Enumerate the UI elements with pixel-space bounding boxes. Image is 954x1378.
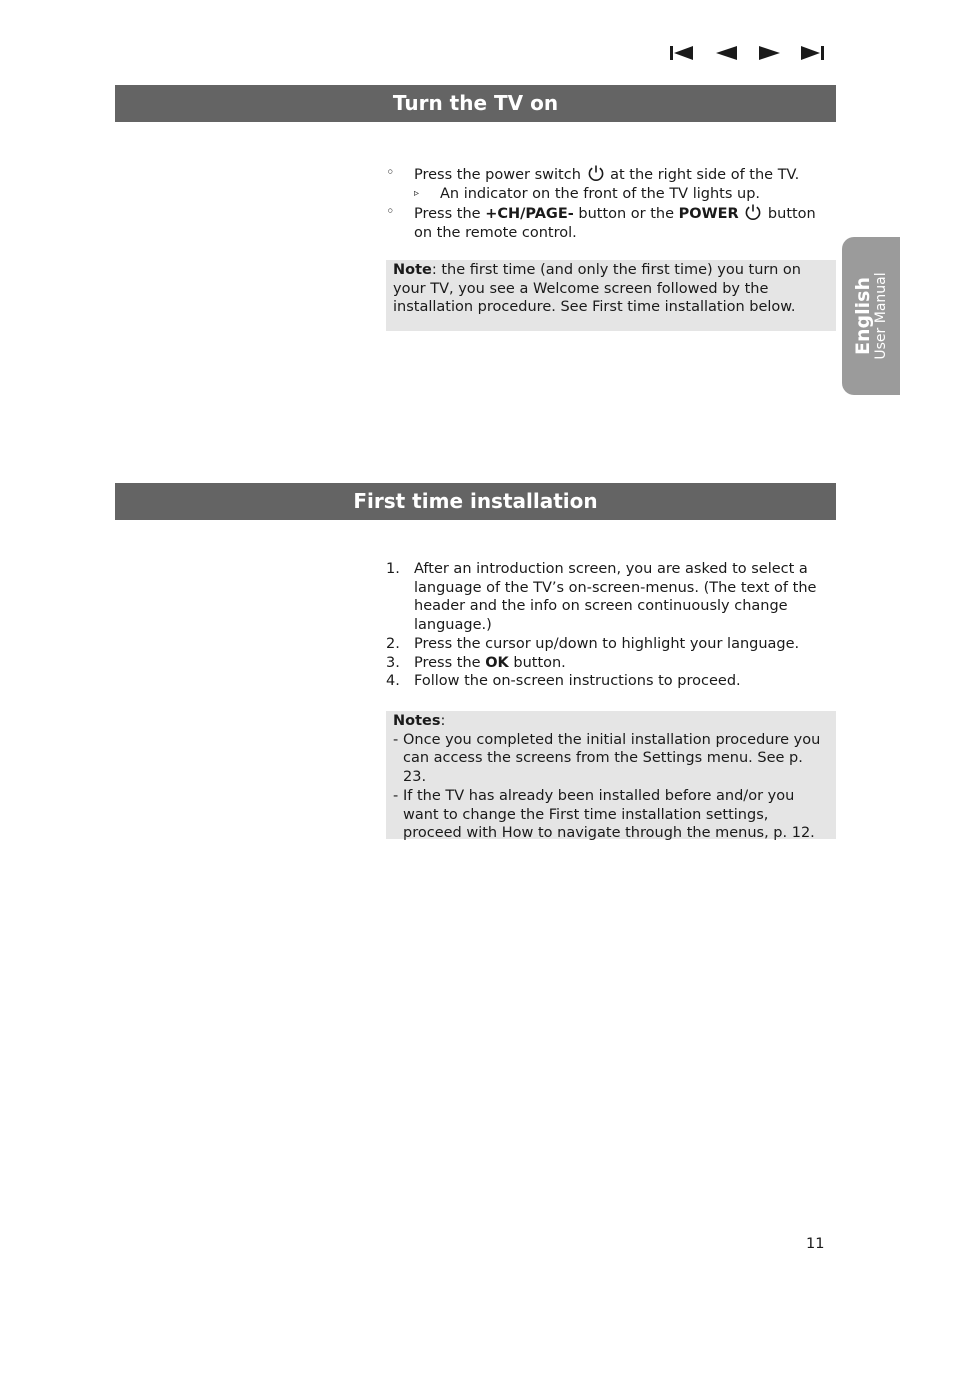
list-item: 4. Follow the on-screen instructions to proceed. (386, 673, 741, 690)
skip-forward-icon[interactable] (800, 44, 826, 62)
notes-box (386, 711, 836, 842)
bullet: ◦ (386, 204, 395, 221)
note-box (386, 260, 836, 331)
step-number: 4. (386, 673, 400, 690)
step-number: 1. (386, 561, 400, 577)
button-name: POWER (678, 206, 739, 223)
language-label: English (852, 277, 874, 355)
list-item: 2. Press the cursor up/down to highlight your language. (386, 635, 800, 652)
step-number: 3. (386, 654, 400, 671)
installation-steps (386, 560, 836, 691)
power-icon (744, 203, 762, 221)
section-title: First time installation (353, 489, 598, 513)
skip-back-icon[interactable] (668, 44, 694, 62)
note-item: - If the TV has already been installed before and/or you want to change the First time installation settings, proceed with How to navigate through the menus, p. 12. (393, 787, 815, 842)
page-number: 11 (806, 1236, 825, 1252)
power-icon (587, 164, 605, 182)
section-header-first-install (115, 483, 836, 520)
list-item: ◦ Press the +CH/PAGE- button or the POWER button on the remote control. (386, 204, 816, 242)
manual-label: User Manual (873, 272, 889, 360)
note-label: Note (393, 262, 432, 278)
page-navigation (668, 44, 828, 64)
bullet: ◦ (386, 165, 395, 181)
section-title: Turn the TV on (392, 91, 559, 115)
language-tab[interactable] (842, 237, 900, 395)
notes-label: Notes (393, 713, 441, 729)
previous-icon[interactable] (714, 44, 740, 62)
list-item: 1. After an introduction screen, you are asked to select a language of the TV’s on-screen-menus. (The text of the header and the info on screen continuously change language.) (386, 561, 817, 634)
button-name: +CH/PAGE- (485, 206, 574, 223)
turn-on-instructions (386, 164, 836, 243)
list-item: ◦ Press the power switch at the right side of the TV. (386, 165, 800, 183)
button-name: OK (485, 654, 509, 671)
next-icon[interactable] (757, 44, 783, 62)
language-tab-label (853, 241, 889, 391)
result-marker: ▹ (414, 187, 420, 199)
note-text: : the first time (and only the first time) you turn on your TV, you see a Welcome screen followed by the installation procedure. See First time installation below. (393, 262, 801, 316)
list-item: 3. Press the OK button. (386, 654, 566, 671)
note-item: - Once you completed the initial installation procedure you can access the screens from the Settings menu. See p. 23. (393, 731, 821, 786)
list-subitem: ▹ An indicator on the front of the TV lights up. (414, 185, 761, 202)
section-header-turn-on (115, 85, 836, 122)
notes-heading: Notes: (393, 713, 446, 729)
step-number: 2. (386, 635, 400, 652)
